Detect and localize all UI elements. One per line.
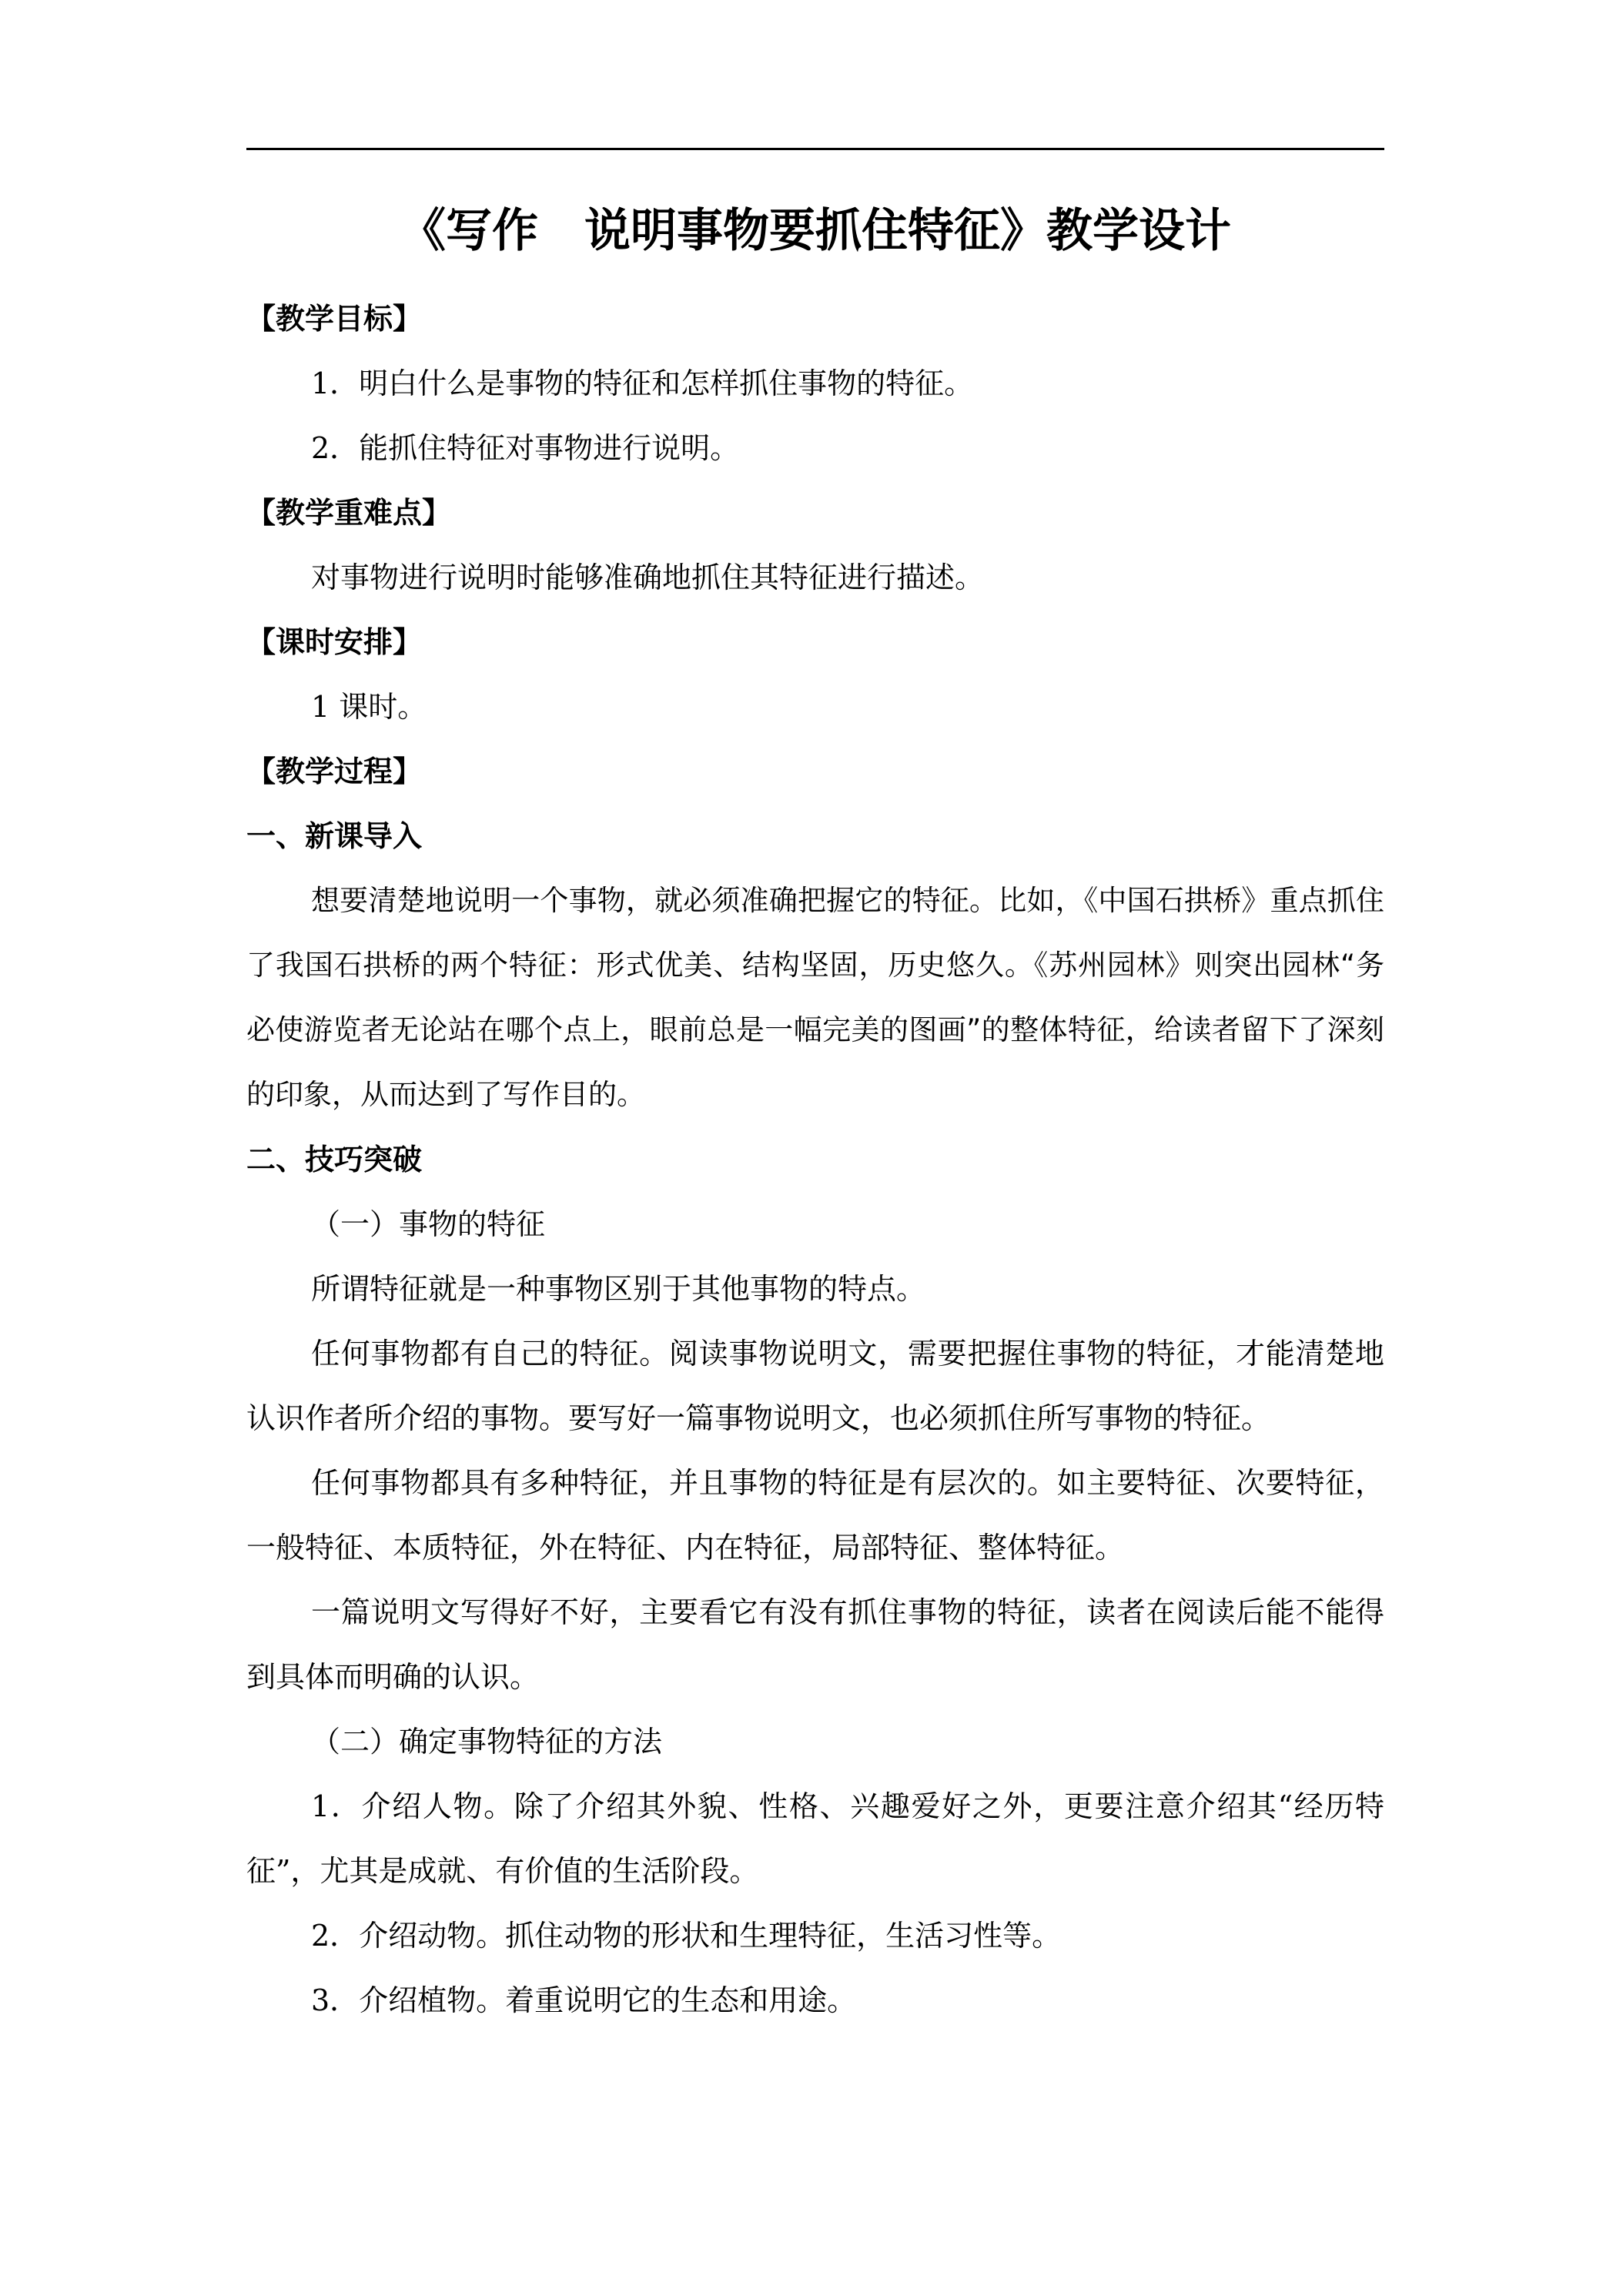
subsection2-heading: （二）确定事物特征的方法 bbox=[311, 1725, 663, 1759]
key-points-text: 对事物进行说明时能够准确地抓住其特征进行描述。 bbox=[311, 561, 985, 594]
method-item: 1．介绍人物。除了介绍其外貌、性格、兴趣爱好之外，更要注意介绍其“经历特征”，尤其是成就、有价值的生活阶段。 bbox=[246, 1789, 1384, 1888]
schedule-text: 1 课时。 bbox=[311, 690, 427, 724]
goal-item: 2．能抓住特征对事物进行说明。 bbox=[311, 431, 740, 465]
document-title: 《写作 说明事物要抓住特征》教学设计 bbox=[400, 204, 1231, 258]
subsection1-paragraph: 一篇说明文写得好不好，主要看它有没有抓住事物的特征，读者在阅读后能不能得到具体而明确的认识。 bbox=[246, 1595, 1384, 1694]
goal-item: 1．明白什么是事物的特征和怎样抓住事物的特征。 bbox=[311, 366, 974, 400]
key-points-heading: 【教学重难点】 bbox=[246, 495, 452, 530]
subsection1-paragraph: 任何事物都具有多种特征，并且事物的特征是有层次的。如主要特征、次要特征，一般特征、本质特征，外在特征、内在特征，局部特征、整体特征。 bbox=[246, 1466, 1384, 1565]
subsection1-paragraph: 任何事物都有自己的特征。阅读事物说明文，需要把握住事物的特征，才能清楚地认识作者所介绍的事物。要写好一篇事物说明文，也必须抓住所写事物的特征。 bbox=[246, 1337, 1384, 1435]
process-heading: 【教学过程】 bbox=[246, 754, 423, 788]
schedule-heading: 【课时安排】 bbox=[246, 624, 423, 659]
part2-heading: 二、技巧突破 bbox=[246, 1142, 423, 1176]
method-item: 2．介绍动物。抓住动物的形状和生理特征，生活习性等。 bbox=[311, 1919, 1062, 1953]
header-rule bbox=[246, 148, 1384, 150]
subsection1-heading: （一）事物的特征 bbox=[311, 1207, 546, 1241]
document-body bbox=[246, 192, 1384, 2033]
subsection1-paragraph: 所谓特征就是一种事物区别于其他事物的特点。 bbox=[311, 1272, 926, 1306]
part1-heading: 一、新课导入 bbox=[246, 818, 423, 853]
goals-heading: 【教学目标】 bbox=[246, 301, 423, 336]
method-item: 3．介绍植物。着重说明它的生态和用途。 bbox=[311, 1983, 857, 2017]
part1-paragraph: 想要清楚地说明一个事物，就必须准确把握它的特征。比如，《中国石拱桥》重点抓住了我国石拱桥的两个特征：形式优美、结构坚固，历史悠久。《苏州园林》则突出园林“务必使游览者无论站在哪个点上，眼前总是一幅完美的图画”的整体特征，给读者留下了深刻的印象，从而达到了写作目的。 bbox=[246, 884, 1384, 1111]
